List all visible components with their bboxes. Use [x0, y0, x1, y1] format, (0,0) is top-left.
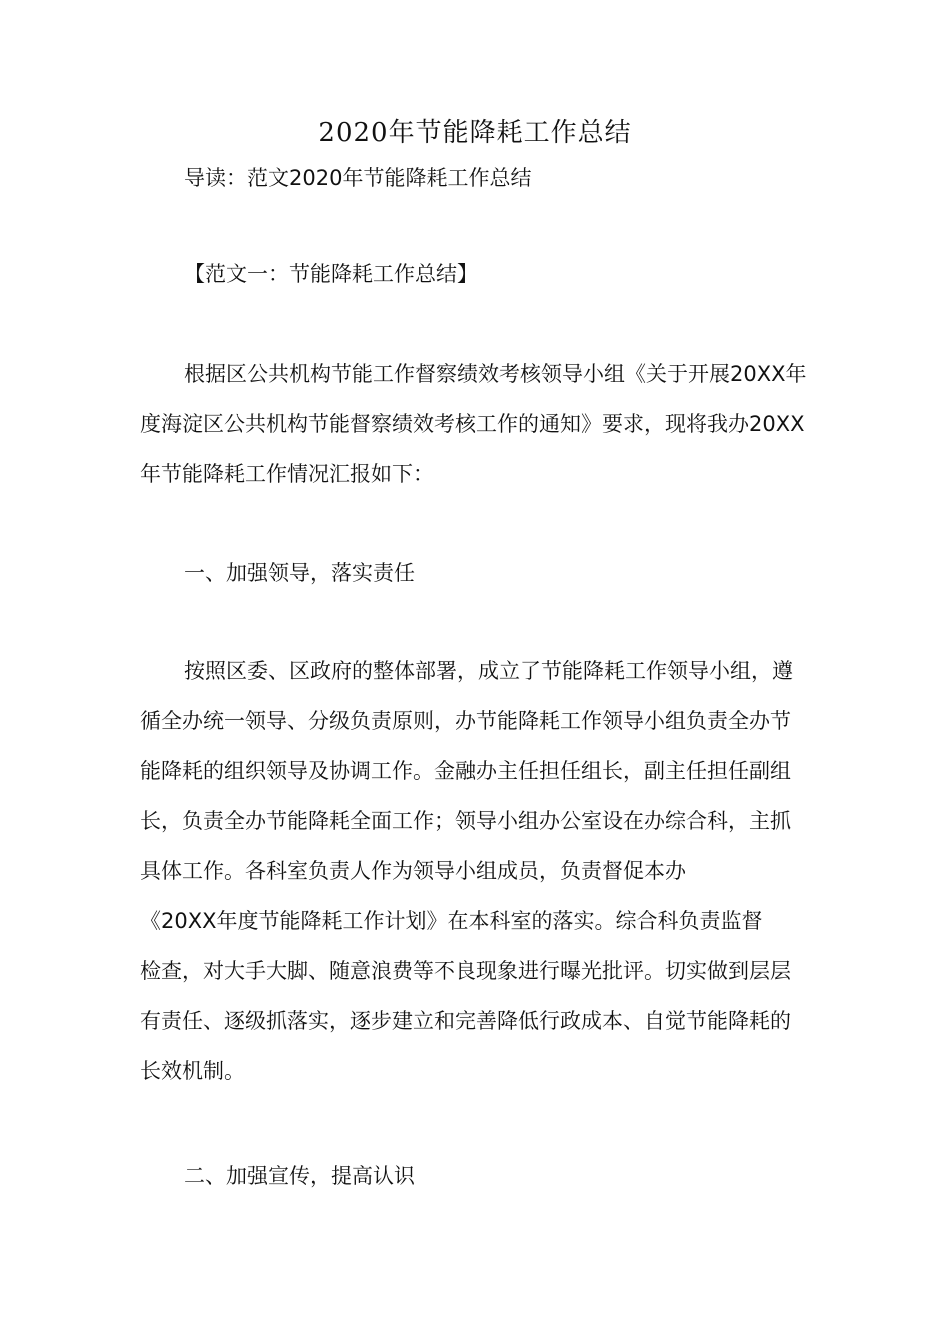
paragraph2-line-4: 长，负责全办节能降耗全面工作；领导小组办公室设在办综合科，主抓: [140, 809, 791, 833]
paragraph1-line-1: 根据区公共机构节能工作督察绩效考核领导小组《关于开展20XX年: [184, 362, 807, 386]
paragraph2-line-7: 检查，对大手大脚、随意浪费等不良现象进行曝光批评。切实做到层层: [140, 959, 791, 983]
document-title: 2020年节能降耗工作总结: [318, 118, 632, 148]
intro-line: 导读：范文2020年节能降耗工作总结: [184, 166, 532, 190]
paragraph1-line-2: 度海淀区公共机构节能督察绩效考核工作的通知》要求，现将我办20XX: [140, 412, 805, 436]
paragraph2-line-2: 循全办统一领导、分级负责原则，办节能降耗工作领导小组负责全办节: [140, 709, 791, 733]
paragraph1-line-3: 年节能降耗工作情况汇报如下：: [140, 462, 434, 486]
paragraph2-line-9: 长效机制。: [140, 1059, 245, 1083]
paragraph2-line-6: 《20XX年度节能降耗工作计划》在本科室的落实。综合科负责监督: [140, 909, 763, 933]
paragraph2-line-5: 具体工作。各科室负责人作为领导小组成员，负责督促本办: [140, 859, 686, 883]
paragraph2-line-3: 能降耗的组织领导及协调工作。金融办主任担任组长，副主任担任副组: [140, 759, 791, 783]
section-heading: 【范文一：节能降耗工作总结】: [184, 262, 478, 286]
paragraph2-line-8: 有责任、逐级抓落实，逐步建立和完善降低行政成本、自觉节能降耗的: [140, 1009, 791, 1033]
heading-1: 一、加强领导，落实责任: [184, 561, 415, 585]
heading-2: 二、加强宣传，提高认识: [184, 1164, 415, 1188]
paragraph2-line-1: 按照区委、区政府的整体部署，成立了节能降耗工作领导小组，遵: [184, 659, 793, 683]
